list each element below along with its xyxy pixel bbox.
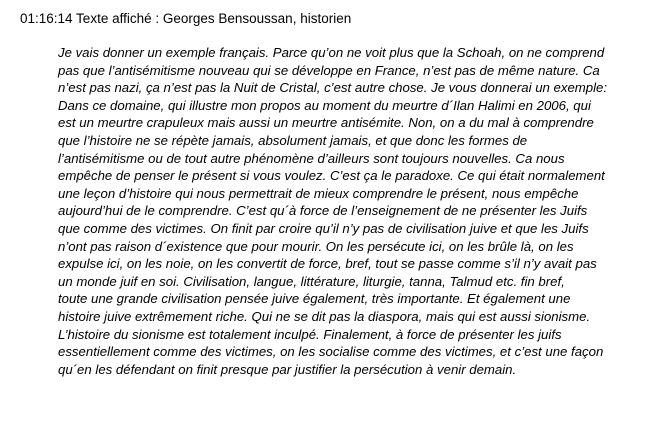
quote-line: pas que l’antisémitisme nouveau qui se développe en France, n’est pas de même nature. Ca [58,62,600,78]
quote-line: Je vais donner un exemple français. Parce qu’on ne voit plus que la Schoah, on ne comprend [58,45,605,60]
quote-line: l’antisémitisme ou de tout autre phénomène d’ailleurs sont toujours nouvelles. Ca nous [58,150,565,166]
quote-line: Dans ce domaine, qui illustre mon propos au moment du meurtre d´Ilan Halimi en 2006, qui [58,97,591,113]
quote-line: essentiellement comme des victimes, on les socialise comme des victimes, et c’est une façon [58,344,604,360]
quote-line: qu´en les défendant on finit presque par justifier la persécution à venir demain. [58,361,517,377]
quote-line: L’histoire du sionisme est totalement inculpé. Finalement, à force de présenter les juifs [58,326,562,342]
quote-line: que comme des victimes. On finit par croire qu’il n’y pas de civilisation juive et que les Juifs [58,220,589,236]
quote-line: histoire juive extrêmement riche. Qui ne se dit pas la diaspora, mais qui est aussi sionisme. [58,308,591,324]
timecode-header: 01:16:14 Texte affiché : Georges Bensoussan, historien [20,11,352,26]
quote-line: n’est pas nazi, ça n’est pas la Nuit de Cristal, c’est autre chose. Je vous donnerai un exemple: [58,80,608,96]
quote-line: expulse ici, on les noie, on les convertit de force, bref, tout se passe comme s’il n’y avait pas [58,256,597,272]
quote-line: toute une grande civilisation pensée juive également, très importante. Et également une [58,291,571,307]
quote-line: une leçon d’histoire qui nous permettrait de mieux comprendre le présent, nous empêche [58,185,579,201]
quote-line: un monde juif en soi. Civilisation, langue, littérature, liturgie, tanna, Talmud etc. fin bref, [58,273,565,289]
quote-line: est un meurtre crapuleux mais aussi un meurtre antisémite. Non, on a du mal à comprendre [58,115,594,131]
quote-line: n’ont pas raison d´existence que pour mourir. On les persécute ici, on les brûle là, on les [58,238,574,254]
quote-body [58,44,658,378]
quote-line: empêche de penser le présent si vous voulez. C’est ça le paradoxe. Ce qui était normalement [58,168,605,184]
quote-line: que l’histoire ne se répète jamais, absolument jamais, et que donc les formes de [58,132,528,148]
quote-line: aujourd’hui de le comprendre. C’est qu´à force de l’enseignement de ne présenter les Juifs [58,203,588,219]
